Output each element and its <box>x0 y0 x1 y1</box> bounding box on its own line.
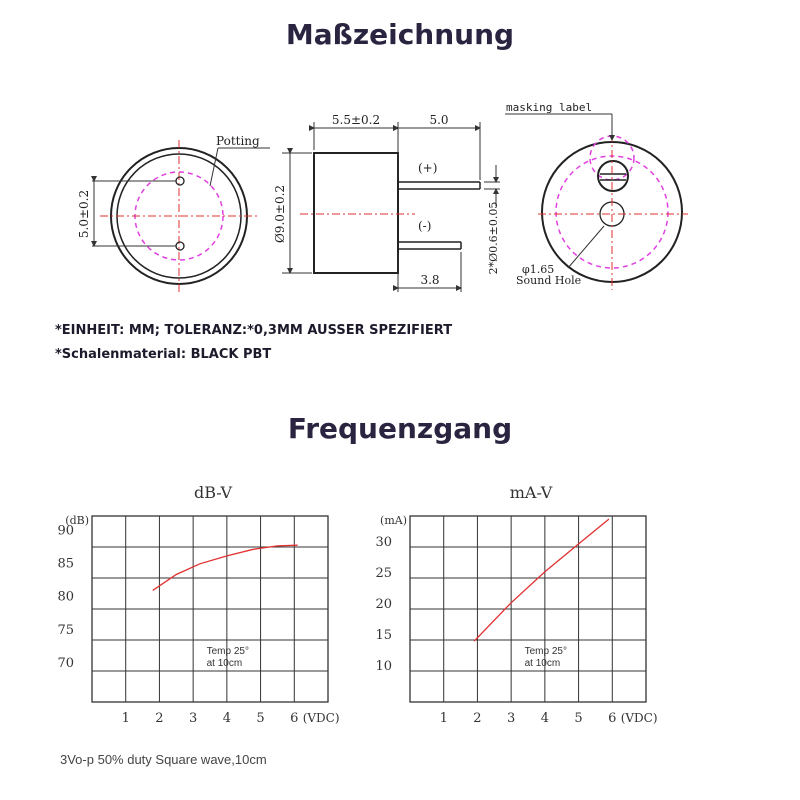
x-axis-label: (VDC) <box>620 711 658 725</box>
dim-height: 5.5±0.2 <box>331 113 381 127</box>
dim-pin-diameter: 2*Ø0.6±0.05 <box>487 201 500 275</box>
x-tick-label: 5 <box>574 711 583 726</box>
chart-ma-v <box>375 483 657 726</box>
x-tick-label: 6 <box>290 711 299 726</box>
drawing-title: Maßzeichnung <box>285 18 515 51</box>
chart-title: dB-V <box>193 483 233 502</box>
x-tick-label: 2 <box>473 711 482 726</box>
x-tick-label: 1 <box>121 711 130 726</box>
dim-pin-offset: 3.8 <box>420 273 440 287</box>
side-view <box>273 113 500 292</box>
masking-label-text: masking label <box>506 101 593 114</box>
y-tick-label: 20 <box>375 596 392 612</box>
x-tick-label: 4 <box>222 711 231 726</box>
dim-diameter: Ø9.0±0.2 <box>273 184 287 244</box>
x-tick-label: 3 <box>507 711 516 726</box>
response-title: Frequenzgang <box>287 412 513 445</box>
y-tick-label: 30 <box>375 534 392 550</box>
minus-label: (-) <box>418 219 432 233</box>
dim-pin-spacing: 5.0±0.2 <box>77 189 91 239</box>
sound-hole-dia: φ1.65 <box>522 263 555 276</box>
y-tick-label: 10 <box>375 658 392 674</box>
dim-pin-length: 5.0 <box>429 113 449 127</box>
x-tick-label: 5 <box>256 711 265 726</box>
x-tick-label: 2 <box>155 711 164 726</box>
plot-frame <box>410 516 646 702</box>
x-tick-label: 3 <box>189 711 198 726</box>
y-tick-label: 15 <box>375 627 392 643</box>
y-tick-label: 75 <box>57 622 74 638</box>
temp-annotation: at 10cm <box>206 658 243 669</box>
plot-frame <box>92 516 328 702</box>
y-axis-label: (mA) <box>380 514 407 527</box>
y-tick-label: 25 <box>375 565 392 581</box>
temp-annotation: Temp 25° <box>206 646 249 657</box>
plus-label: (+) <box>418 161 438 175</box>
y-tick-label: 80 <box>57 589 74 605</box>
temp-annotation: at 10cm <box>524 658 561 669</box>
y-tick-label: 70 <box>57 656 74 672</box>
y-tick-label: 90 <box>57 523 74 539</box>
series-line <box>153 545 298 590</box>
spec-unit-tolerance: *EINHEIT: MM; TOLERANZ:*0,3MM AUSSER SPEZIFIERT <box>55 323 453 338</box>
y-axis-label: (dB) <box>65 514 89 527</box>
caption: 3Vo-p 50% duty Square wave,10cm <box>60 752 267 767</box>
sound-hole-label: Sound Hole <box>516 274 582 287</box>
x-tick-label: 1 <box>439 711 448 726</box>
series-line <box>474 519 609 641</box>
chart-db-v <box>57 483 339 726</box>
spec-shell-material: *Schalenmaterial: BLACK PBT <box>55 347 272 362</box>
potting-label: Potting <box>216 134 260 148</box>
rear-view <box>505 101 688 290</box>
temp-annotation: Temp 25° <box>524 646 567 657</box>
x-tick-label: 4 <box>540 711 549 726</box>
pin-hole-top <box>176 177 184 185</box>
front-view <box>77 134 270 292</box>
pin-hole-bottom <box>176 242 184 250</box>
chart-title: mA-V <box>509 483 553 502</box>
y-tick-label: 85 <box>57 556 74 572</box>
x-axis-label: (VDC) <box>302 711 340 725</box>
side-housing <box>314 153 398 273</box>
x-tick-label: 6 <box>608 711 617 726</box>
